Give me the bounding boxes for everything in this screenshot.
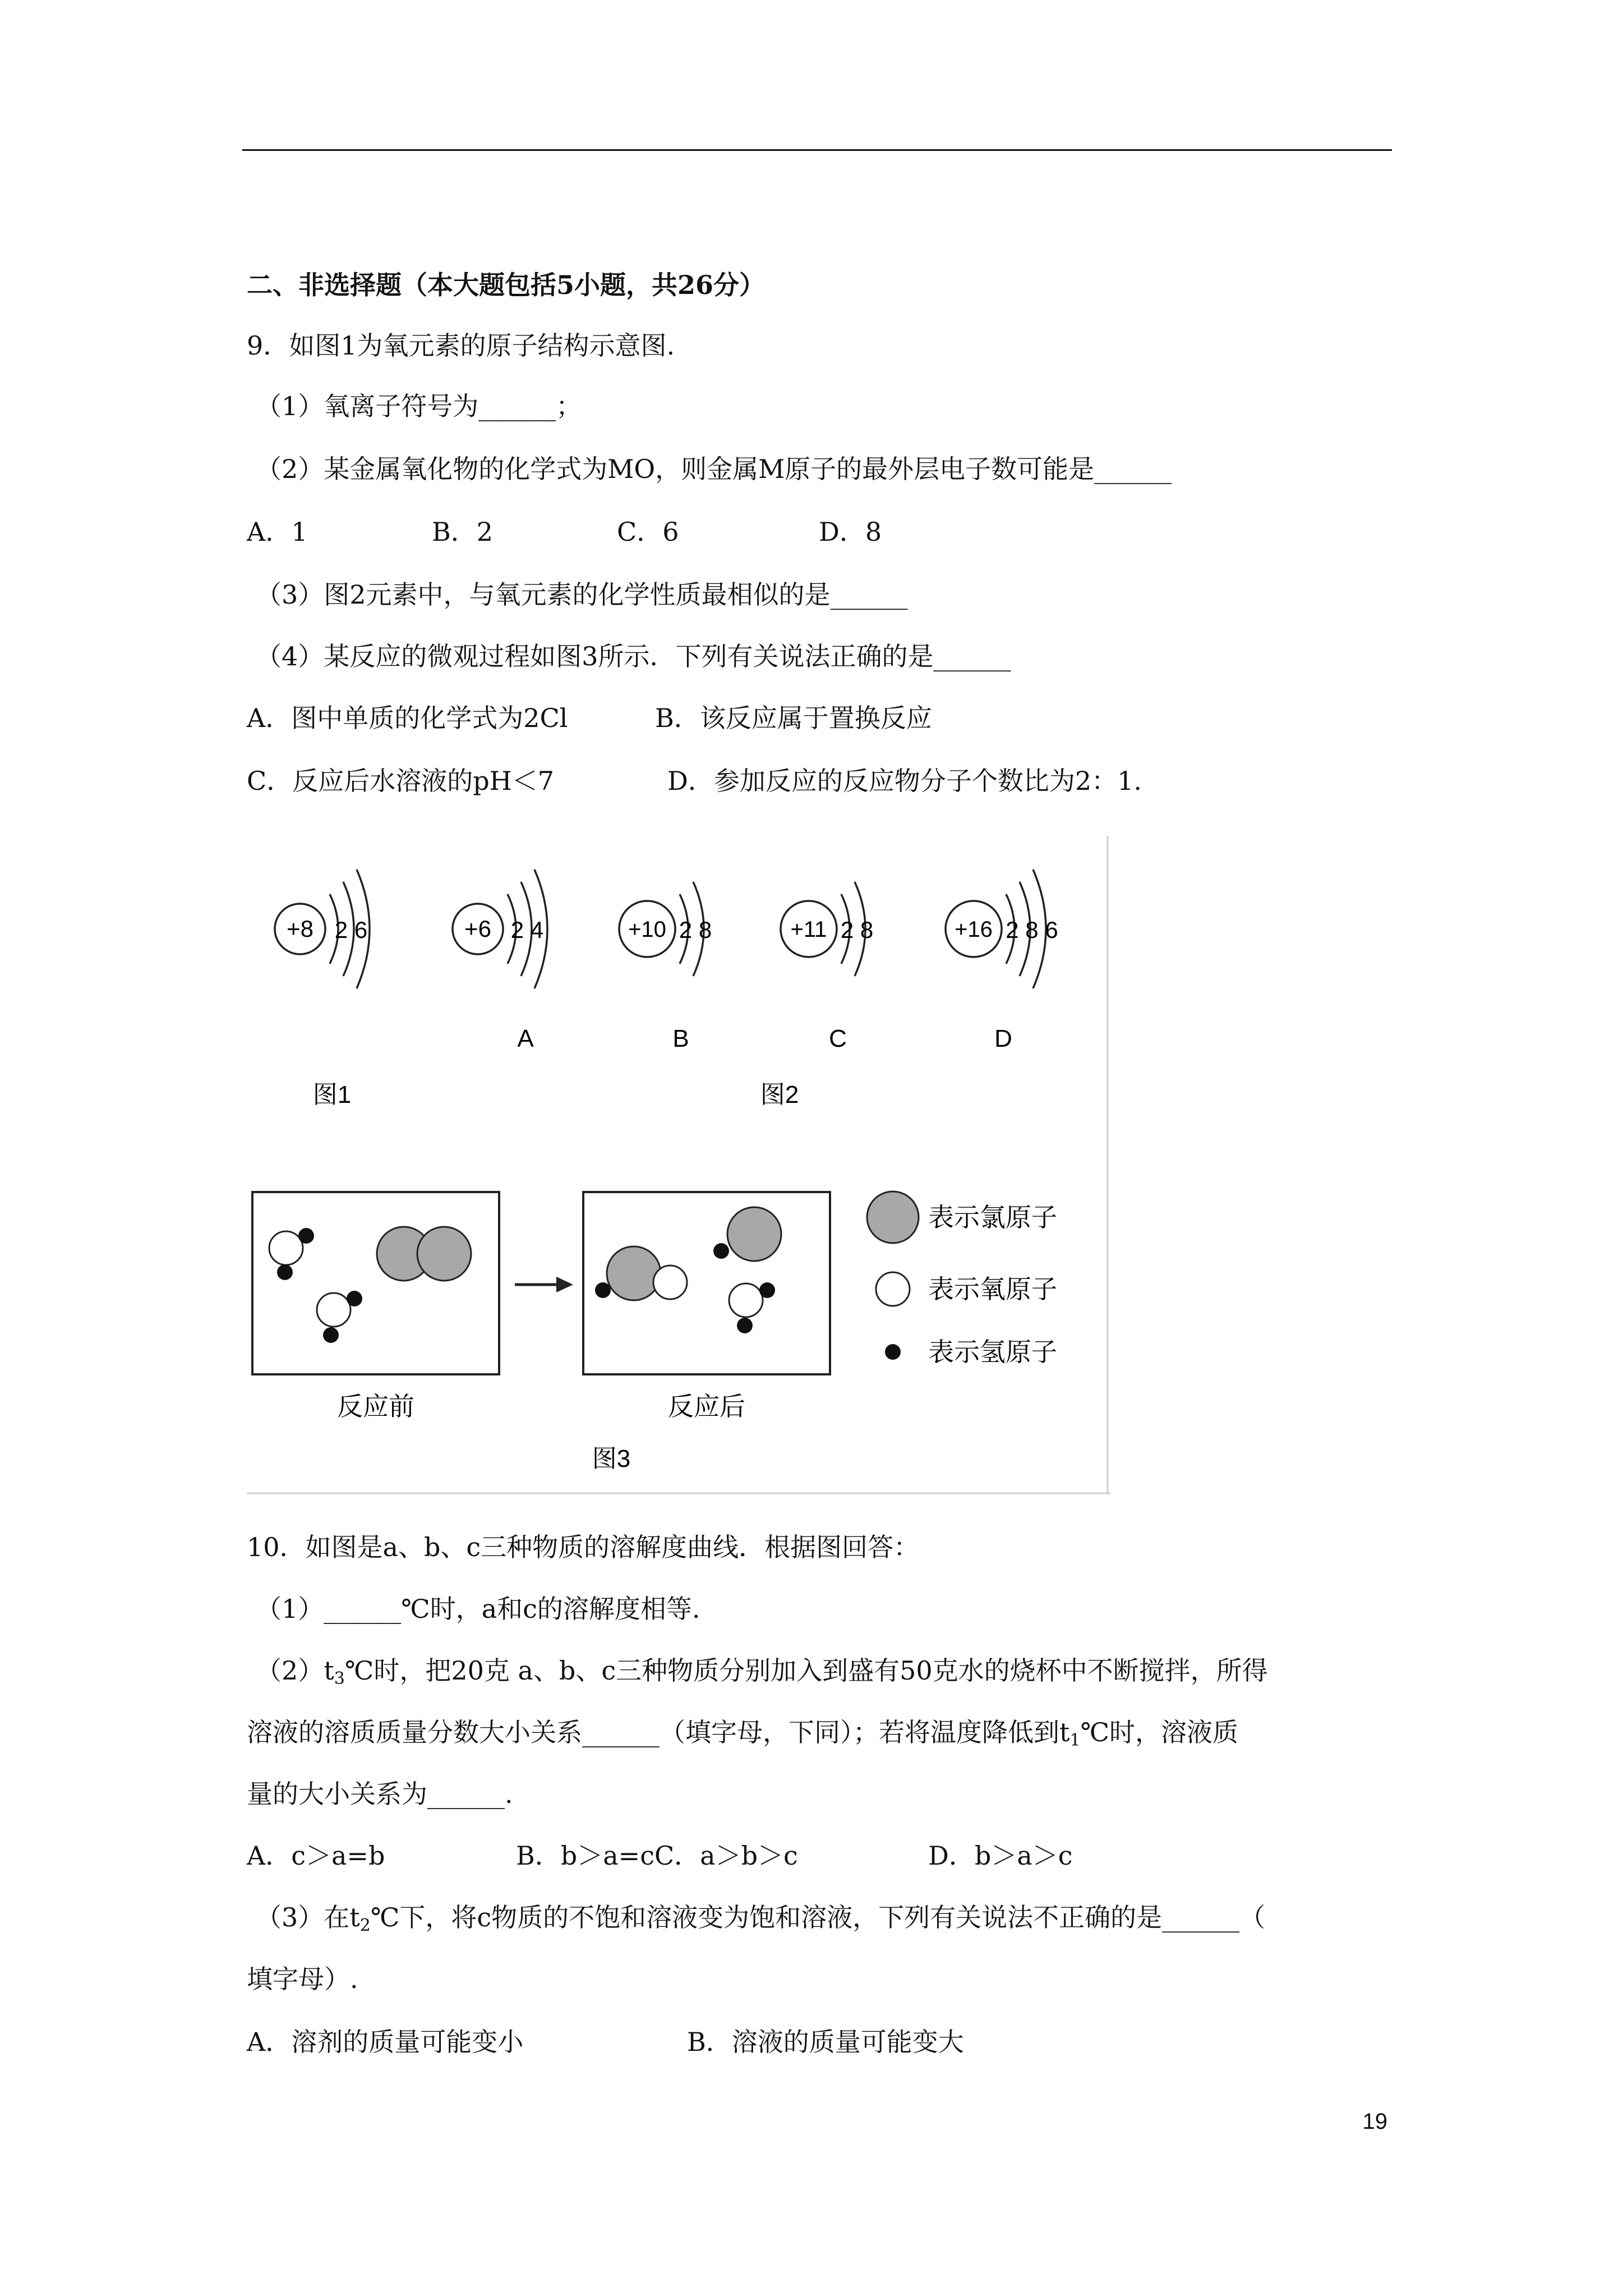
legend-oxygen-symbol bbox=[876, 1272, 910, 1306]
q9-s2-option-c: C．6 bbox=[617, 517, 679, 547]
q10-s2-option-b-c: B．b＞a=cC．a＞b＞c bbox=[516, 1841, 798, 1871]
q10-sub2-line1-text: ℃时，把20克 a、b、c三种物质分别加入到盛有50克水的烧杯中不断搅拌，所得 bbox=[344, 1655, 1268, 1686]
q9-s2-option-d: D．8 bbox=[819, 517, 882, 547]
before-label: 反应前 bbox=[337, 1392, 414, 1421]
figure-atoms-and-reaction bbox=[247, 836, 1110, 1495]
q9-sub4: （4）某反应的微观过程如图3所示．下列有关说法正确的是______ bbox=[256, 641, 1011, 671]
q10-sub3-line2: 填字母）. bbox=[247, 1964, 358, 1994]
q10-stem: 10．如图是a、b、c三种物质的溶解度曲线．根据图回答： bbox=[247, 1532, 920, 1562]
legend-oxygen-label: 表示氧原子 bbox=[928, 1274, 1057, 1304]
legend-hydrogen-symbol bbox=[885, 1344, 901, 1360]
atom-shells-label: 2 4 bbox=[510, 917, 544, 943]
q10-sub2-line2 bbox=[247, 1715, 1238, 1749]
q9-sub1: （1）氧离子符号为______； bbox=[256, 391, 582, 421]
q9-sub2: （2）某金属氧化物的化学式为MO，则金属M原子的最外层电子数可能是______ bbox=[256, 454, 1172, 484]
q10-sub3-line1 bbox=[256, 1901, 1265, 1934]
atom-nucleus-label: +16 bbox=[955, 917, 993, 942]
q9-s4-option-a: A．图中单质的化学式为2Cl bbox=[247, 703, 568, 733]
legend-chlorine-label: 表示氯原子 bbox=[928, 1203, 1057, 1232]
q9-stem: 9．如图1为氧元素的原子结构示意图. bbox=[247, 330, 675, 361]
atom-nucleus-label: +10 bbox=[628, 917, 666, 942]
q10-sub3-line1-prefix: （3）在t bbox=[256, 1902, 360, 1932]
q9-s4-option-b: B．该反应属于置换反应 bbox=[655, 703, 932, 733]
q10-sub2-line2-tail: ℃时，溶液质 bbox=[1080, 1717, 1239, 1747]
q10-s2-option-a: A．c＞a=b bbox=[247, 1841, 385, 1871]
q10-s3-option-a: A．溶剂的质量可能变小 bbox=[247, 2027, 524, 2057]
page-number: 19 bbox=[1362, 2109, 1387, 2134]
figure-svg bbox=[247, 836, 1110, 1495]
atom-nucleus-label: +6 bbox=[464, 915, 491, 942]
section-title: 二、非选择题（本大题包括5小题，共26分） bbox=[247, 270, 766, 300]
q9-s2-option-a: A．1 bbox=[247, 517, 308, 547]
reaction-before-box bbox=[252, 1192, 499, 1374]
atom-shells-label: 2 6 bbox=[334, 917, 368, 943]
q10-sub2-line1-prefix: （2）t bbox=[256, 1655, 334, 1686]
atom-letter-b: B bbox=[672, 1025, 689, 1052]
q9-s2-option-b: B．2 bbox=[432, 517, 494, 547]
q10-sub3-line1-subscript: 2 bbox=[359, 1916, 371, 1935]
q10-sub1: （1）______℃时，a和c的溶解度相等. bbox=[256, 1594, 700, 1624]
atom-letter-c: C bbox=[829, 1025, 847, 1052]
legend-chlorine-symbol bbox=[867, 1191, 919, 1243]
q10-sub2-line1 bbox=[256, 1654, 1268, 1687]
legend-hydrogen-label: 表示氢原子 bbox=[928, 1337, 1057, 1366]
q9-sub3: （3）图2元素中，与氧元素的化学性质最相似的是______ bbox=[256, 579, 908, 610]
atom-letter-d: D bbox=[994, 1025, 1012, 1052]
atom-shells-label: 2 8 bbox=[679, 917, 712, 943]
q10-sub2-line1-subscript: 3 bbox=[334, 1669, 345, 1688]
chlorine-molecule bbox=[377, 1227, 471, 1281]
q9-s4-option-c: C．反应后水溶液的pH＜7 bbox=[247, 766, 555, 796]
figure-1-label: 图1 bbox=[312, 1081, 352, 1108]
q9-s4-option-d: D．参加反应的反应物分子个数比为2：1. bbox=[667, 766, 1142, 796]
atom-shells-label: 2 8 bbox=[840, 917, 874, 943]
header-rule bbox=[242, 149, 1392, 151]
q10-sub3-line1-text: ℃下，将c物质的不饱和溶液变为饱和溶液，下列有关说法不正确的是______（ bbox=[370, 1902, 1266, 1932]
atom-letter-a: A bbox=[517, 1025, 534, 1052]
q10-sub2-line2-text: 溶液的溶质质量分数大小关系______（填字母，下同）；若将温度降低到t bbox=[247, 1717, 1070, 1747]
figure-3-label: 图3 bbox=[592, 1445, 631, 1473]
q10-sub2-line2-subscript: 1 bbox=[1069, 1731, 1081, 1750]
atom-shells-label: 2 8 6 bbox=[1006, 917, 1058, 943]
q10-s2-option-d: D．b＞a＞c bbox=[928, 1841, 1073, 1871]
q10-s3-option-b: B．溶液的质量可能变大 bbox=[687, 2027, 964, 2057]
after-label: 反应后 bbox=[668, 1392, 745, 1421]
atom-nucleus-label: +11 bbox=[790, 917, 827, 942]
atom-nucleus-label: +8 bbox=[287, 915, 313, 942]
reaction-after-box bbox=[583, 1192, 830, 1374]
q10-sub2-line3: 量的大小关系为______. bbox=[247, 1779, 513, 1809]
figure-2-label: 图2 bbox=[760, 1081, 799, 1108]
